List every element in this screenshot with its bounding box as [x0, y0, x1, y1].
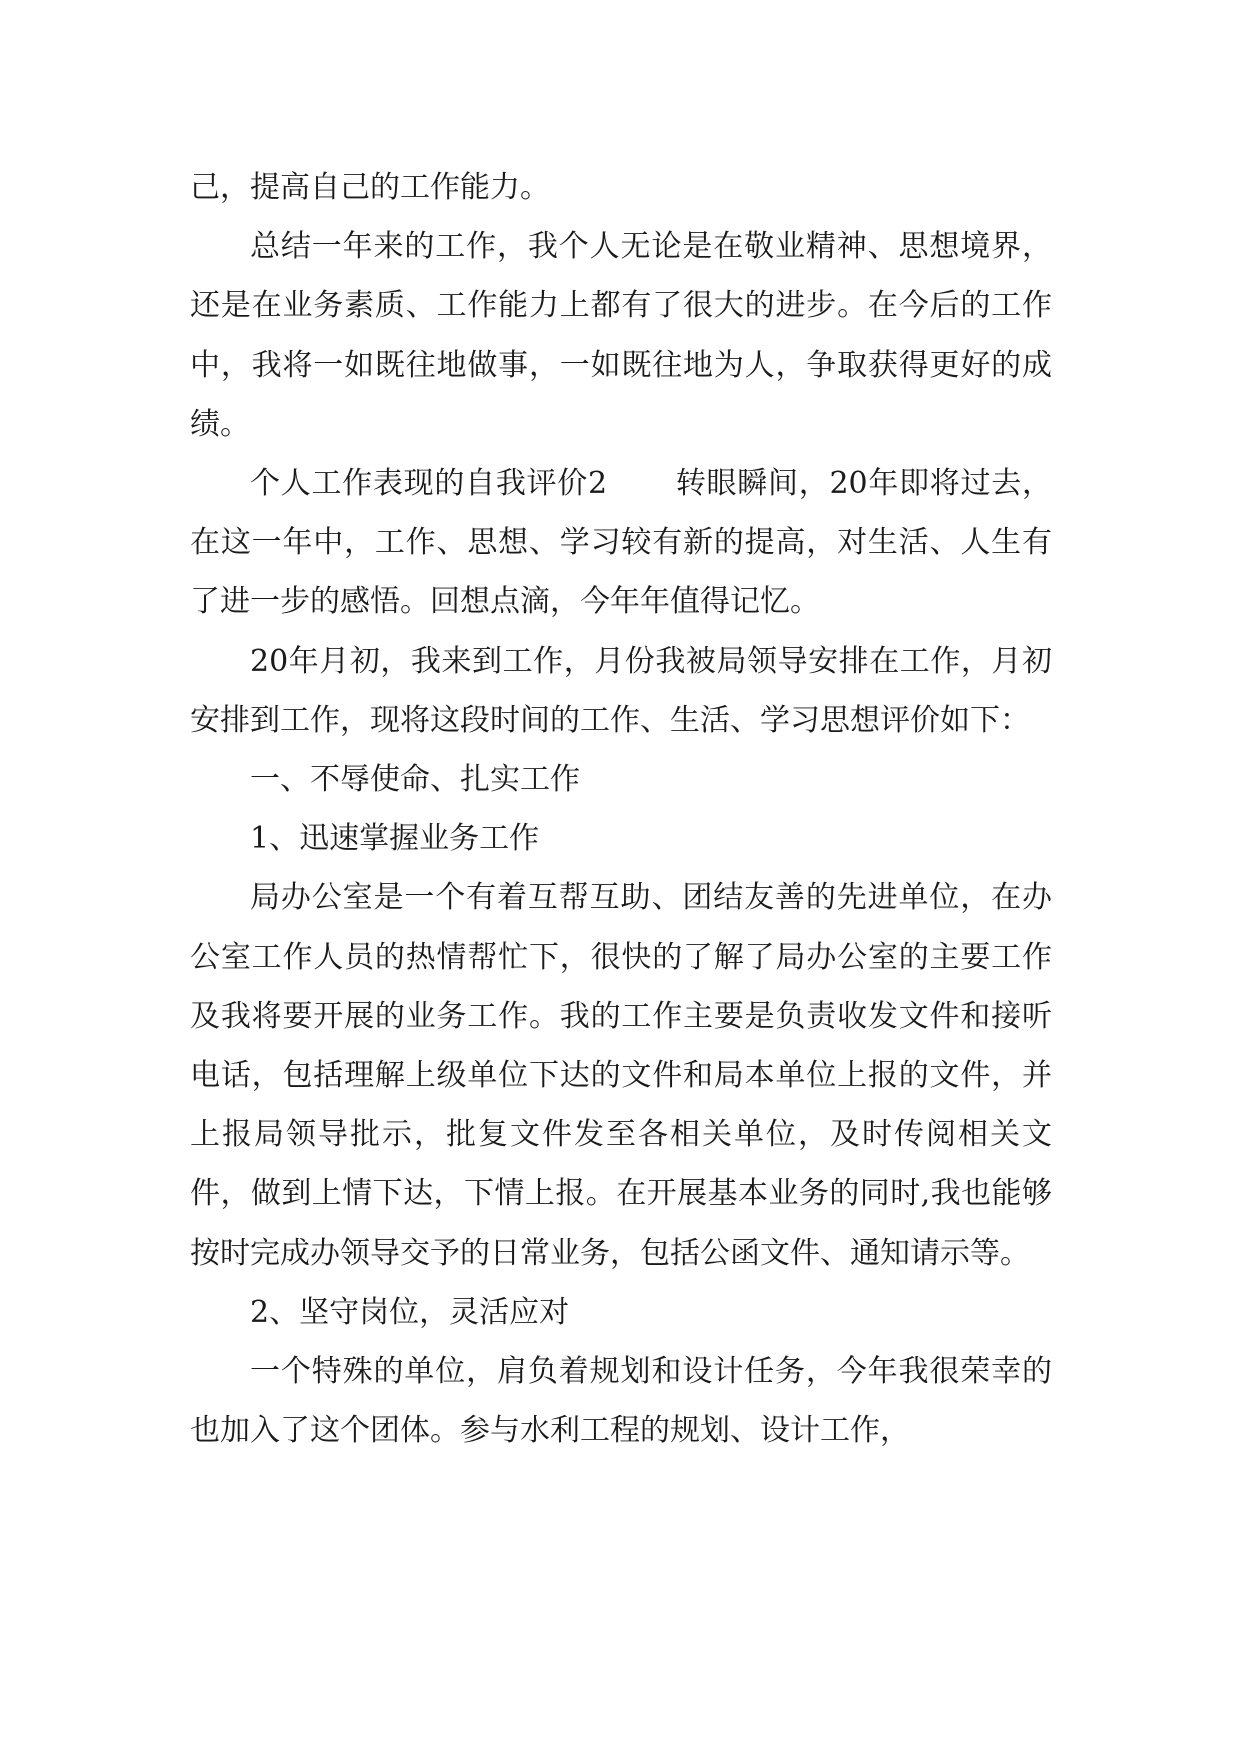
heading-subsection-2: 2、坚守岗位，灵活应对 — [250, 1294, 570, 1330]
paragraph-evaluation-2 — [190, 454, 1052, 632]
paragraph-text: 转眼瞬间，20年即将过去，在这一年中，工作、思想、学习较有新的提高，对生活、人生有了进一步的感悟。回想点滴，今年年值得记忆。 — [190, 466, 1052, 620]
paragraph-special-unit: 一个特殊的单位，肩负着规划和设计任务，今年我很荣幸的也加入了这个团体。参与水利工程的规划、设计工作， — [190, 1354, 1052, 1449]
heading-section-1: 一、不辱使命、扎实工作 — [250, 762, 580, 798]
paragraph-continuation: 己，提高自己的工作能力。 — [190, 170, 550, 205]
heading-subsection-1: 1、迅速掌握业务工作 — [250, 821, 540, 857]
paragraph-summary: 总结一年来的工作，我个人无论是在敬业精神、思想境界，还是在业务素质、工作能力上都有了很大的进步。在今后的工作中，我将一如既往地做事，一如既往地为人，争取获得更好的成绩。 — [190, 229, 1052, 442]
paragraph-office-work: 局办公室是一个有着互帮互助、团结友善的先进单位，在办公室工作人员的热情帮忙下，很快的了解了局办公室的主要工作及我将要开展的业务工作。我的工作主要是负责收发文件和接听电话，包括理解上级单位下达的文件和局本单位上报的文件，并上报局领导批示，批复文件发至各相关单位，及时传阅相关文件，做到上情下达，下情上报。在开展基本业务的同时,我也能够按时完成办领导交予的日常业务，包括公函文件、通知请示等。 — [190, 880, 1052, 1271]
section-heading: 个人工作表现的自我评价2 — [250, 466, 608, 502]
document-body — [190, 158, 1052, 1460]
paragraph-intro: 20年月初，我来到工作，月份我被局领导安排在工作，月初安排到工作，现将这段时间的工作、生活、学习思想评价如下： — [190, 643, 1052, 738]
